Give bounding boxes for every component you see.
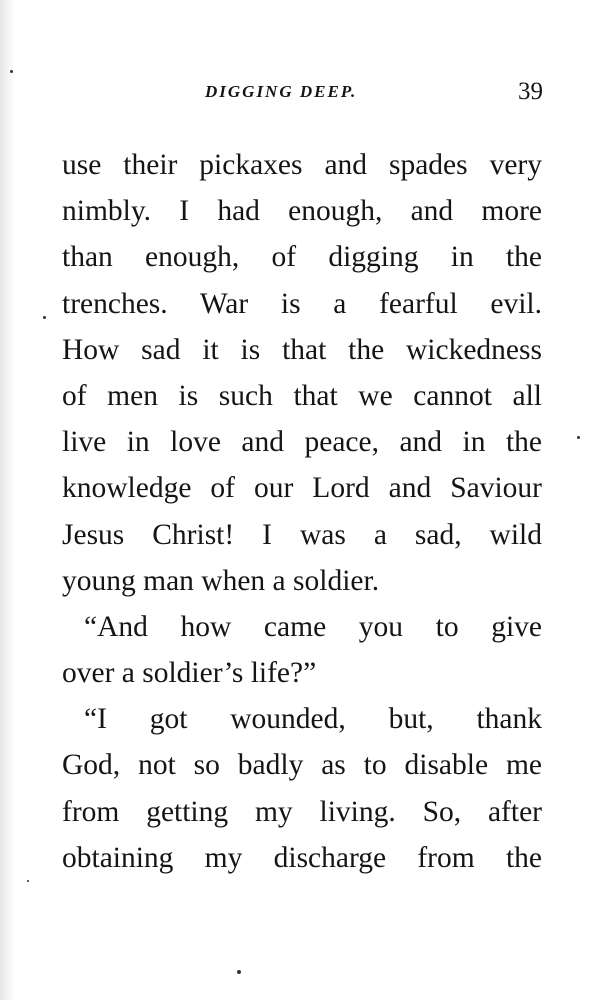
- body-text: [62, 142, 542, 881]
- scan-speck: [577, 436, 580, 439]
- text-line: young man when a soldier.: [62, 564, 380, 597]
- text-line: obtaining my discharge from the: [62, 841, 542, 874]
- scan-speck: [43, 316, 46, 319]
- text-line: from getting my living. So, after: [62, 795, 542, 828]
- scan-speck: [237, 970, 241, 974]
- text-line: nimbly. I had enough, and more: [62, 195, 542, 228]
- running-title: DIGGING DEEP.: [205, 82, 358, 101]
- scan-speck: [27, 880, 29, 882]
- text-line: “And how came you to give: [84, 610, 542, 643]
- text-line: than enough, of digging in the: [62, 241, 542, 274]
- text-line: use their pickaxes and spades very: [62, 149, 542, 181]
- text-line: How sad it is that the wickedness: [62, 333, 542, 366]
- text-line: knowledge of our Lord and Saviour: [62, 472, 542, 505]
- text-line: God, not so badly as to disable me: [62, 749, 542, 782]
- text-line: of men is such that we cannot all: [62, 379, 542, 412]
- scan-edge-shadow: [0, 0, 14, 1000]
- text-line: Jesus Christ! I was a sad, wild: [62, 518, 542, 551]
- scan-speck: [10, 70, 13, 73]
- page-number: 39: [518, 78, 543, 105]
- text-line: trenches. War is a fearful evil.: [62, 287, 542, 320]
- text-line: “I got wounded, but, thank: [84, 703, 542, 736]
- text-line: over a soldier’s life?”: [62, 657, 317, 690]
- text-line: live in love and peace, and in the: [62, 426, 542, 459]
- page-header: [62, 78, 543, 110]
